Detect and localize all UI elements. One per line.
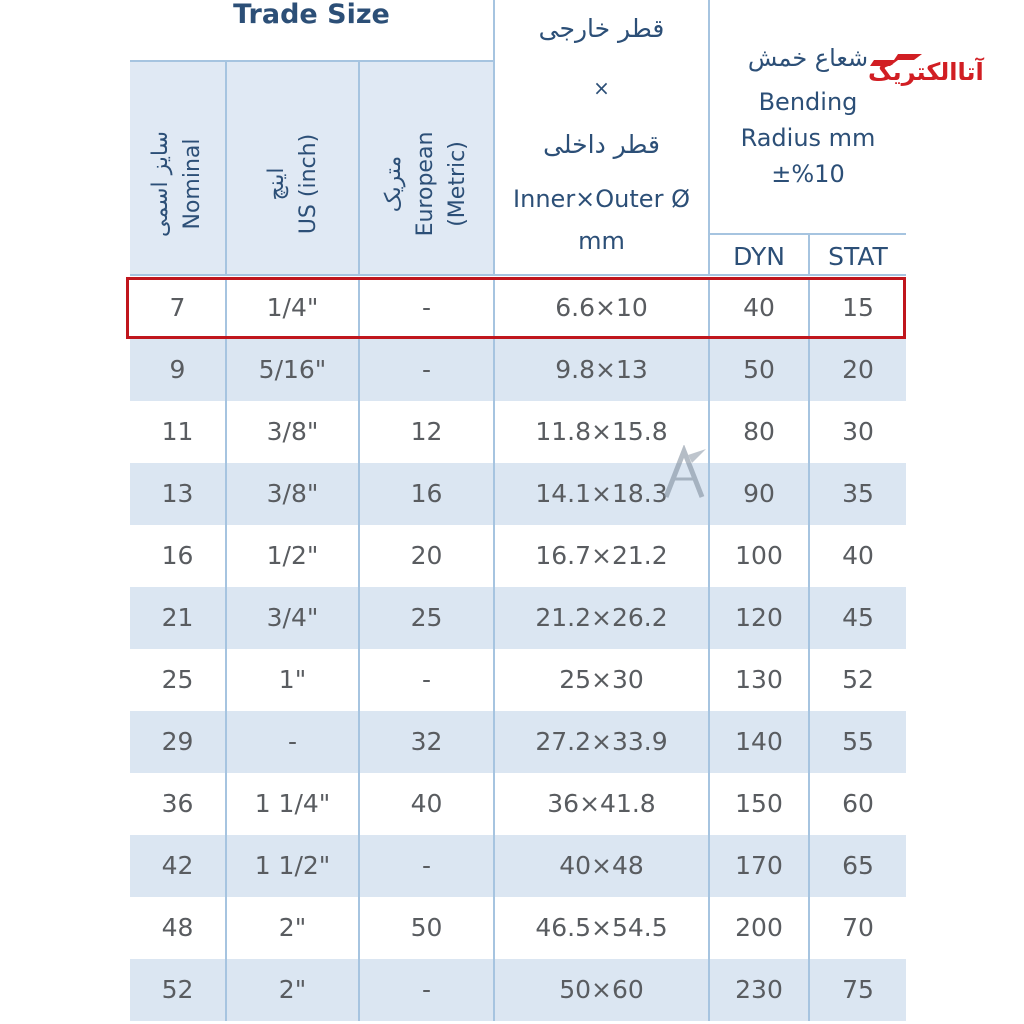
cell-dyn: 90 <box>743 479 775 508</box>
cell-stat: 70 <box>842 913 874 942</box>
cell-eu: - <box>421 665 432 694</box>
cell-dia: 40×48 <box>559 851 644 880</box>
cell-eu: 25 <box>410 603 443 632</box>
cell-dia: 25×30 <box>559 665 644 694</box>
watermark-icon <box>662 445 708 501</box>
cell-eu: - <box>421 975 432 1004</box>
cell-dyn: 200 <box>735 913 783 942</box>
stat-header: STAT <box>828 242 888 271</box>
header-line-trade <box>130 60 493 62</box>
cell-stat: 55 <box>842 727 874 756</box>
cell-stat: 15 <box>842 293 874 322</box>
cell-nominal: 52 <box>161 975 194 1004</box>
trade-size-title: Trade Size <box>233 0 390 30</box>
cell-us: 2" <box>278 975 307 1004</box>
cell-dia: 46.5×54.5 <box>535 913 668 942</box>
cell-dyn: 230 <box>735 975 783 1004</box>
cell-us: 5/16" <box>258 355 327 384</box>
cell-us: 3/8" <box>266 417 319 446</box>
cell-eu: - <box>421 851 432 880</box>
highlighted-row-frame <box>126 277 906 339</box>
cell-us: 3/8" <box>266 479 319 508</box>
header-divider-2 <box>358 62 360 275</box>
dyn-header: DYN <box>733 242 785 271</box>
header-line-bottom <box>130 274 906 276</box>
cell-eu: 12 <box>410 417 443 446</box>
diameter-header-unit: mm <box>578 227 625 255</box>
cell-stat: 40 <box>842 541 874 570</box>
table-row <box>130 525 906 587</box>
header-divider-1 <box>225 62 227 275</box>
cell-dyn: 80 <box>743 417 775 446</box>
cell-stat: 52 <box>842 665 874 694</box>
table-row <box>130 463 906 525</box>
table-row <box>130 649 906 711</box>
table-row <box>130 587 906 649</box>
european-header: متریک European (Metric) <box>381 131 470 237</box>
cell-stat: 20 <box>842 355 874 384</box>
cell-us: 2" <box>278 913 307 942</box>
cell-dyn: 170 <box>735 851 783 880</box>
cell-us: 1" <box>278 665 307 694</box>
cell-dyn: 50 <box>743 355 775 384</box>
cell-stat: 45 <box>842 603 874 632</box>
cell-dia: 6.6×10 <box>555 293 648 322</box>
table-row <box>130 959 906 1021</box>
brand-logo <box>868 52 984 96</box>
cell-dia: 36×41.8 <box>547 789 656 818</box>
cell-nominal: 9 <box>169 355 186 384</box>
table-row <box>130 339 906 401</box>
table-row <box>130 835 906 897</box>
table-row <box>130 773 906 835</box>
cell-dyn: 130 <box>735 665 783 694</box>
cell-eu: 20 <box>410 541 443 570</box>
cell-dyn: 100 <box>735 541 783 570</box>
table-row <box>130 401 906 463</box>
cell-dia: 21.2×26.2 <box>535 603 668 632</box>
cell-dia: 9.8×13 <box>555 355 648 384</box>
cell-nominal: 42 <box>161 851 194 880</box>
table-row <box>130 711 906 773</box>
nominal-header: سایز اسمی Nominal <box>148 131 205 237</box>
cell-eu: 40 <box>410 789 443 818</box>
cell-eu: - <box>421 293 432 322</box>
cell-dia: 16.7×21.2 <box>535 541 668 570</box>
cell-stat: 60 <box>842 789 874 818</box>
cell-dyn: 120 <box>735 603 783 632</box>
cell-us: 1 1/4" <box>254 789 331 818</box>
bending-header-en2: Radius mm <box>740 124 876 152</box>
cell-dia: 27.2×33.9 <box>535 727 668 756</box>
table-row <box>130 897 906 959</box>
cell-us: - <box>287 727 298 756</box>
cell-eu: 32 <box>410 727 443 756</box>
cell-nominal: 21 <box>161 603 194 632</box>
diameter-header-fa-inner: قطر داخلی <box>543 130 660 159</box>
cell-us: 3/4" <box>266 603 319 632</box>
cell-stat: 65 <box>842 851 874 880</box>
cell-eu: 50 <box>410 913 443 942</box>
diameter-header-times: × <box>593 76 610 100</box>
cell-stat: 30 <box>842 417 874 446</box>
cell-us: 1 1/2" <box>254 851 331 880</box>
cell-nominal: 7 <box>169 293 186 322</box>
cell-nominal: 16 <box>161 541 194 570</box>
cell-nominal: 36 <box>161 789 194 818</box>
cell-dia: 14.1×18.3 <box>535 479 668 508</box>
cell-nominal: 13 <box>161 479 194 508</box>
cell-dia: 11.8×15.8 <box>535 417 668 446</box>
cell-nominal: 25 <box>161 665 194 694</box>
diameter-header-en: Inner×Outer Ø <box>513 185 690 213</box>
cell-dyn: 40 <box>743 293 775 322</box>
cell-dyn: 140 <box>735 727 783 756</box>
cell-us: 1/4" <box>266 293 319 322</box>
diameter-header-fa-outer: قطر خارجی <box>538 14 665 43</box>
cell-nominal: 48 <box>161 913 194 942</box>
cell-us: 1/2" <box>266 541 319 570</box>
cell-dia: 50×60 <box>559 975 644 1004</box>
cell-dyn: 150 <box>735 789 783 818</box>
cell-nominal: 29 <box>161 727 194 756</box>
cell-stat: 35 <box>842 479 874 508</box>
bending-header-en1: Bending <box>758 88 858 116</box>
cell-nominal: 11 <box>161 417 194 446</box>
cell-eu: - <box>421 355 432 384</box>
logo-text: آتاالکتریک <box>868 58 984 86</box>
cell-stat: 75 <box>842 975 874 1004</box>
us-inch-header: اینچ US (inch) <box>264 133 321 235</box>
cell-eu: 16 <box>410 479 443 508</box>
bending-header-tol: ±%10 <box>771 160 845 188</box>
bending-header-fa: شعاع خمش <box>747 44 869 72</box>
